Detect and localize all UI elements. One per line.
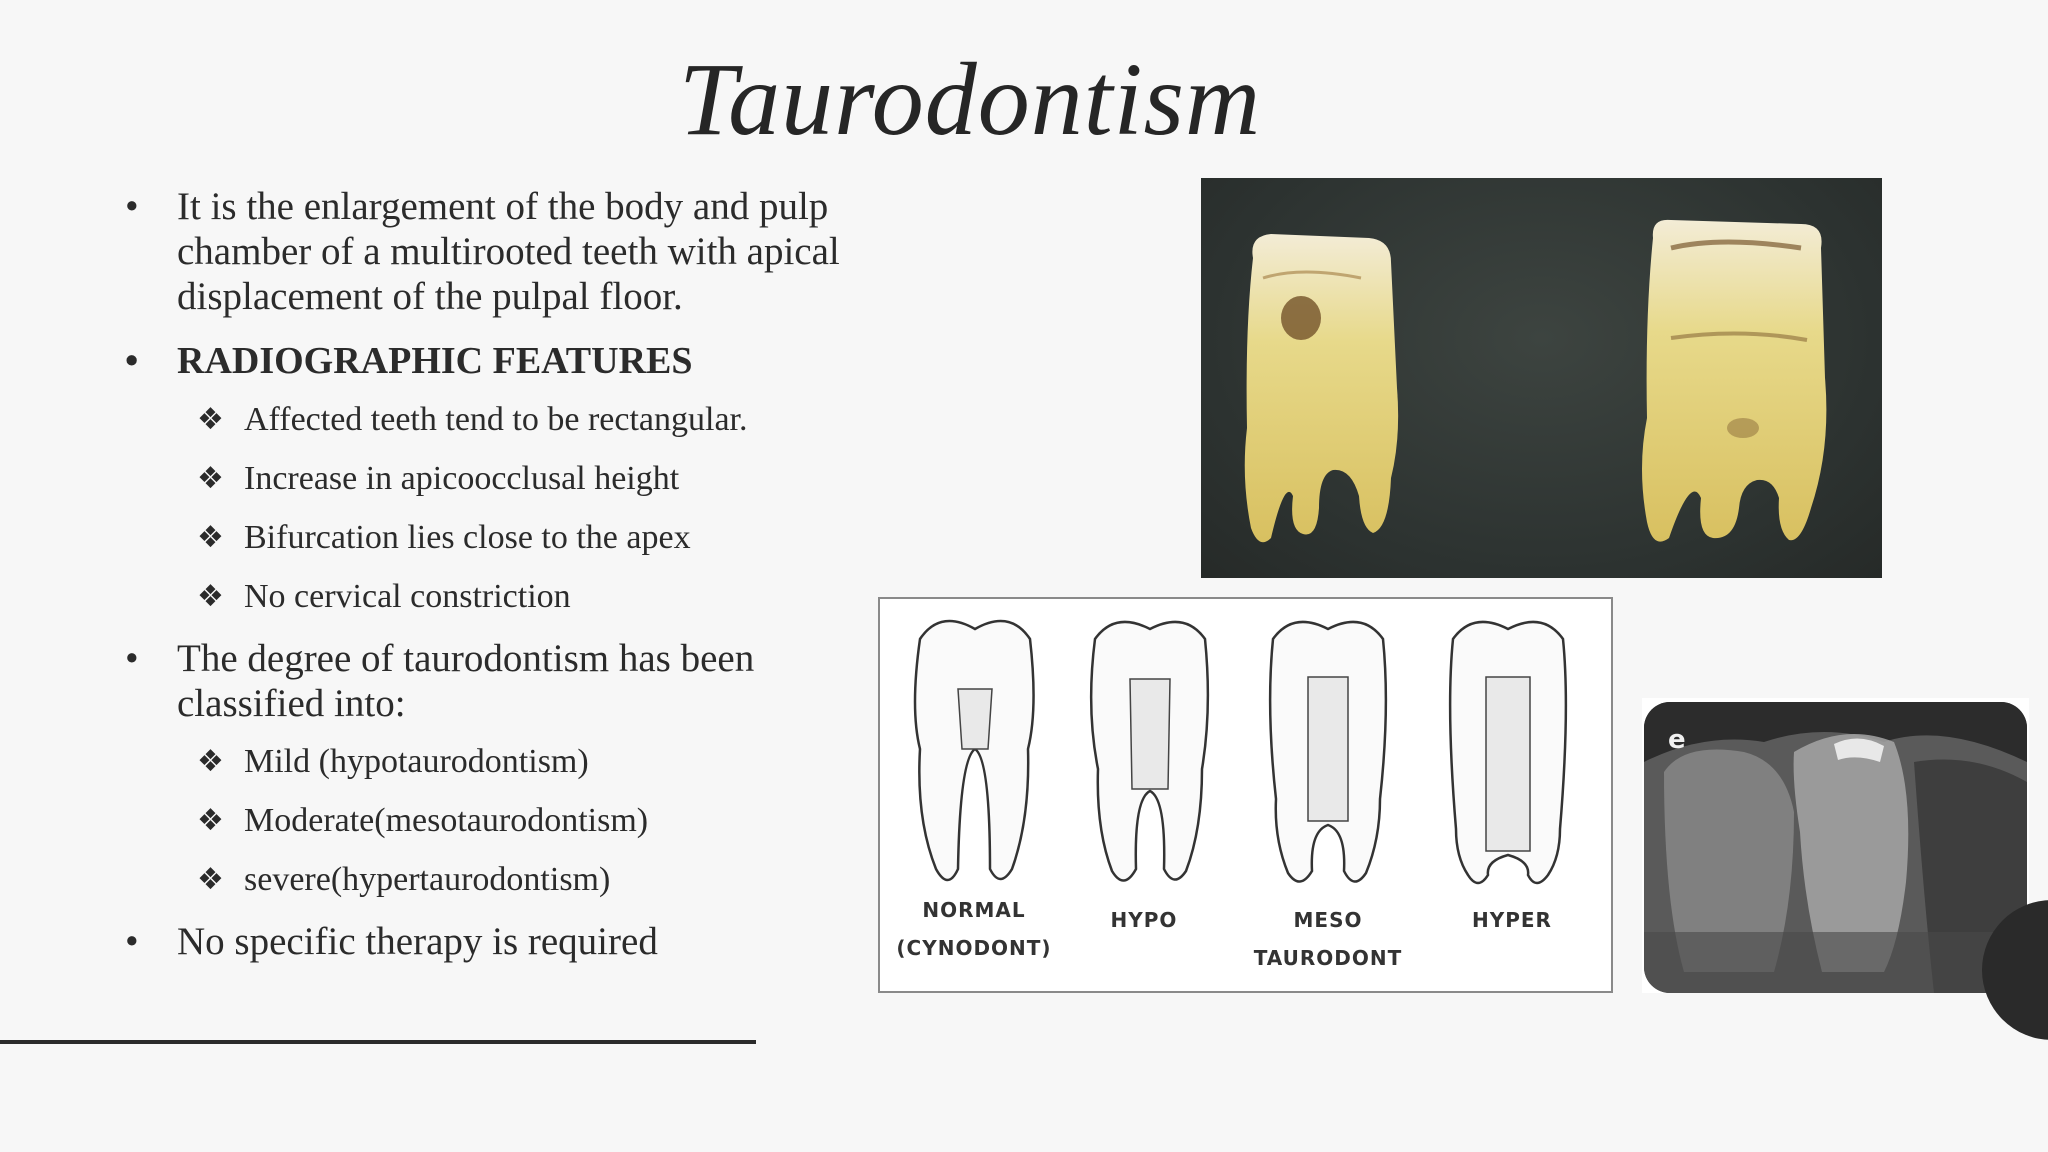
degree-item: ❖ Moderate(mesotaurodontism) xyxy=(197,802,649,839)
diamond-bullet-icon: ❖ xyxy=(197,402,224,437)
radiograph-marker: e xyxy=(1668,725,1686,755)
label-taurodont: TAURODONT xyxy=(1253,946,1403,970)
diamond-bullet-icon: ❖ xyxy=(197,579,224,614)
label-hyper: HYPER xyxy=(1472,908,1552,932)
radiograph-image xyxy=(1642,698,2029,993)
bullet-classification: • The degree of taurodontism has been classified into: xyxy=(125,636,885,726)
diamond-bullet-icon: ❖ xyxy=(197,862,224,897)
label-hypo: HYPO xyxy=(1110,908,1178,932)
bullet-therapy: • No specific therapy is required xyxy=(125,919,885,964)
teeth-illustration xyxy=(1201,178,1882,578)
diamond-bullet-icon: ❖ xyxy=(197,744,224,779)
label-normal: NORMAL xyxy=(922,898,1026,922)
tooth-outline-illustrations xyxy=(880,599,1611,991)
degree-item: ❖ Mild (hypotaurodontism) xyxy=(197,743,589,780)
diamond-bullet-icon: ❖ xyxy=(197,520,224,555)
diamond-bullet-icon: ❖ xyxy=(197,803,224,838)
feature-item: ❖ Bifurcation lies close to the apex xyxy=(197,519,691,556)
bullet-radiographic-features: • RADIOGRAPHIC FEATURES xyxy=(125,339,885,384)
slide-title: Taurodontism xyxy=(678,42,1262,157)
degree-item: ❖ severe(hypertaurodontism) xyxy=(197,861,611,898)
taurodontism-classification-diagram xyxy=(878,597,1613,993)
radiograph-illustration xyxy=(1644,702,2027,993)
feature-item: ❖ Increase in apicoocclusal height xyxy=(197,460,680,497)
diamond-bullet-icon: ❖ xyxy=(197,461,224,496)
extracted-teeth-photo xyxy=(1201,178,1882,578)
divider-line xyxy=(0,1040,756,1044)
feature-item: ❖ No cervical constriction xyxy=(197,578,571,615)
bullet-list xyxy=(125,184,885,984)
label-cynodont: (CYNODONT) xyxy=(896,936,1052,960)
feature-item: ❖ Affected teeth tend to be rectangular. xyxy=(197,401,748,438)
label-meso: MESO xyxy=(1293,908,1363,932)
bullet-definition: • It is the enlargement of the body and pulp chamber of a multirooted teeth with apical displacement of the pulpal floor. xyxy=(125,184,885,319)
